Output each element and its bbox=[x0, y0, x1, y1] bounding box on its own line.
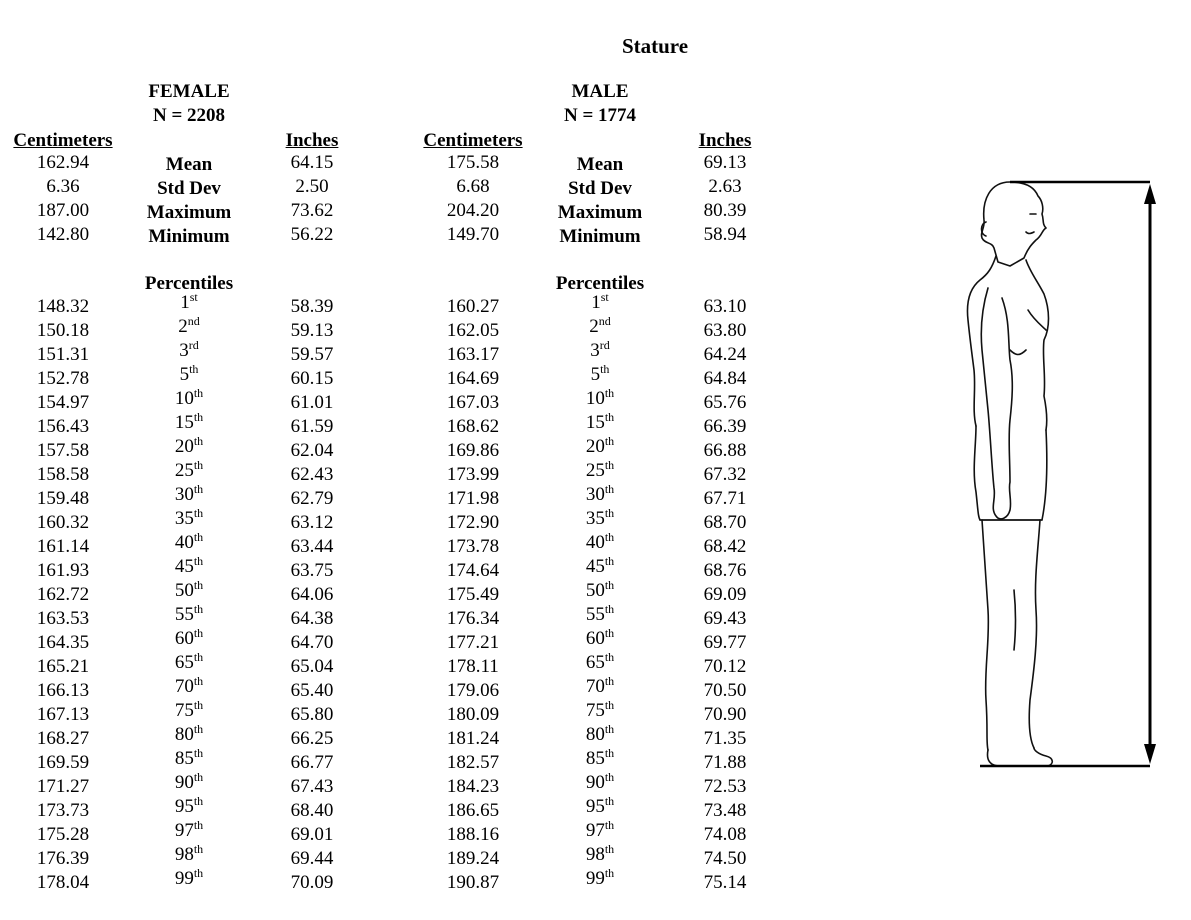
percentile-suffix: th bbox=[604, 794, 615, 808]
male-stat-in: 2.63 bbox=[708, 176, 742, 197]
percentile-suffix: th bbox=[193, 410, 204, 424]
percentile-suffix: th bbox=[604, 722, 615, 736]
male-percentile-cm: 181.24 bbox=[446, 728, 500, 749]
percentile-number: 25 bbox=[585, 460, 605, 481]
male-stat-cm: 149.70 bbox=[446, 224, 500, 245]
percentile-suffix: nd bbox=[187, 314, 200, 328]
female-percentile-in: 70.09 bbox=[290, 872, 334, 893]
male-percentile-label bbox=[530, 700, 670, 722]
percentile-number: 85 bbox=[174, 748, 194, 769]
female-percentile-in: 61.01 bbox=[290, 392, 334, 413]
male-percentile-label bbox=[530, 580, 670, 602]
percentile-suffix: th bbox=[193, 698, 204, 712]
male-percentile-in: 71.35 bbox=[703, 728, 747, 749]
male-percentile-label bbox=[530, 868, 670, 890]
percentile-suffix: th bbox=[193, 842, 204, 856]
female-percentile-label bbox=[119, 628, 259, 650]
female-stat-label: Minimum bbox=[148, 226, 230, 247]
female-percentile-cm: 163.53 bbox=[36, 608, 90, 629]
male-stat-in: 80.39 bbox=[703, 200, 747, 221]
female-percentile-label bbox=[119, 796, 259, 818]
male-percentile-cm: 175.49 bbox=[446, 584, 500, 605]
percentile-number: 1 bbox=[180, 292, 190, 313]
percentile-suffix: th bbox=[604, 578, 615, 592]
female-stat-in: 2.50 bbox=[295, 176, 329, 197]
female-percentile-in: 64.70 bbox=[290, 632, 334, 653]
female-percentile-in: 59.13 bbox=[290, 320, 334, 341]
male-percentile-in: 66.88 bbox=[703, 440, 747, 461]
percentile-suffix: th bbox=[193, 746, 204, 760]
male-percentile-cm: 167.03 bbox=[446, 392, 500, 413]
male-percentile-label bbox=[530, 724, 670, 746]
female-percentile-in: 58.39 bbox=[290, 296, 334, 317]
female-stat-label: Std Dev bbox=[157, 178, 221, 199]
female-percentile-cm: 175.28 bbox=[36, 824, 90, 845]
female-percentile-cm: 171.27 bbox=[36, 776, 90, 797]
percentile-number: 35 bbox=[585, 508, 605, 529]
percentile-number: 20 bbox=[174, 436, 194, 457]
female-percentile-in: 64.38 bbox=[290, 608, 334, 629]
percentile-number: 95 bbox=[174, 796, 194, 817]
female-percentile-cm: 151.31 bbox=[36, 344, 90, 365]
percentile-number: 98 bbox=[174, 844, 194, 865]
male-percentile-cm: 189.24 bbox=[446, 848, 500, 869]
male-percentile-label bbox=[530, 772, 670, 794]
percentile-number: 10 bbox=[174, 388, 194, 409]
male-percentile-in: 66.39 bbox=[703, 416, 747, 437]
female-stat-cm: 187.00 bbox=[36, 200, 90, 221]
female-stat-cm: 142.80 bbox=[36, 224, 90, 245]
female-percentile-cm: 150.18 bbox=[36, 320, 90, 341]
male-percentile-cm: 190.87 bbox=[446, 872, 500, 893]
percentile-suffix: th bbox=[604, 530, 615, 544]
percentile-suffix: th bbox=[193, 458, 204, 472]
male-percentile-in: 70.50 bbox=[703, 680, 747, 701]
male-percentile-cm: 169.86 bbox=[446, 440, 500, 461]
male-percentile-in: 72.53 bbox=[703, 776, 747, 797]
male-percentile-label bbox=[530, 844, 670, 866]
percentile-suffix: th bbox=[193, 770, 204, 784]
male-percentile-label bbox=[530, 388, 670, 410]
percentile-suffix: th bbox=[604, 770, 615, 784]
male-stat-label: Mean bbox=[576, 154, 624, 175]
female-percentile-cm: 161.14 bbox=[36, 536, 90, 557]
male-percentile-cm: 182.57 bbox=[446, 752, 500, 773]
percentile-suffix: th bbox=[193, 722, 204, 736]
male-percentile-label bbox=[530, 484, 670, 506]
female-percentile-cm: 152.78 bbox=[36, 368, 90, 389]
percentile-number: 40 bbox=[174, 532, 194, 553]
male-percentile-label bbox=[530, 340, 670, 362]
male-percentile-cm: 177.21 bbox=[446, 632, 500, 653]
male-percentile-in: 70.12 bbox=[703, 656, 747, 677]
percentile-suffix: th bbox=[604, 674, 615, 688]
female-percentile-label bbox=[119, 748, 259, 770]
male-percentile-cm: 180.09 bbox=[446, 704, 500, 725]
male-percentile-cm: 176.34 bbox=[446, 608, 500, 629]
female-percentile-in: 68.40 bbox=[290, 800, 334, 821]
male-stat-in: 69.13 bbox=[703, 152, 747, 173]
female-stat-in: 73.62 bbox=[290, 200, 334, 221]
female-percentile-cm: 158.58 bbox=[36, 464, 90, 485]
male-percentile-in: 69.43 bbox=[703, 608, 747, 629]
page-title: Stature bbox=[621, 34, 689, 58]
male-percentile-label bbox=[530, 556, 670, 578]
percentile-number: 45 bbox=[585, 556, 605, 577]
male-percentile-label bbox=[530, 748, 670, 770]
female-percentile-in: 61.59 bbox=[290, 416, 334, 437]
percentile-suffix: th bbox=[193, 578, 204, 592]
female-percentile-cm: 159.48 bbox=[36, 488, 90, 509]
percentile-number: 20 bbox=[585, 436, 605, 457]
percentile-number: 65 bbox=[174, 652, 194, 673]
percentile-number: 5 bbox=[179, 364, 190, 385]
male-percentile-cm: 174.64 bbox=[446, 560, 500, 581]
male-percentile-in: 65.76 bbox=[703, 392, 747, 413]
female-percentile-label bbox=[119, 724, 259, 746]
male-percentile-in: 68.76 bbox=[703, 560, 747, 581]
percentile-number: 30 bbox=[174, 484, 194, 505]
female-label: FEMALE bbox=[148, 81, 230, 102]
male-percentile-label bbox=[530, 676, 670, 698]
male-cm-header: Centimeters bbox=[423, 130, 523, 151]
percentile-suffix: th bbox=[604, 602, 615, 616]
percentile-number: 3 bbox=[179, 340, 189, 361]
female-percentile-label bbox=[119, 652, 259, 674]
male-percentile-cm: 160.27 bbox=[446, 296, 500, 317]
percentile-number: 95 bbox=[585, 796, 605, 817]
male-percentile-label bbox=[530, 604, 670, 626]
female-percentile-in: 63.75 bbox=[290, 560, 334, 581]
male-percentile-in: 67.71 bbox=[703, 488, 747, 509]
female-percentile-in: 64.06 bbox=[290, 584, 334, 605]
female-percentile-cm: 157.58 bbox=[36, 440, 90, 461]
percentile-suffix: th bbox=[193, 818, 204, 832]
male-stat-label: Minimum bbox=[559, 226, 641, 247]
female-percentile-cm: 154.97 bbox=[36, 392, 90, 413]
percentile-number: 45 bbox=[174, 556, 194, 577]
percentile-suffix: st bbox=[189, 290, 198, 304]
male-percentile-cm: 178.11 bbox=[447, 656, 499, 677]
female-percentile-label bbox=[119, 532, 259, 554]
percentile-number: 30 bbox=[585, 484, 605, 505]
percentile-suffix: th bbox=[604, 650, 615, 664]
percentile-suffix: th bbox=[193, 674, 204, 688]
male-percentile-label bbox=[530, 652, 670, 674]
male-percentile-in: 75.14 bbox=[703, 872, 747, 893]
female-percentile-cm: 173.73 bbox=[36, 800, 90, 821]
female-percentile-label bbox=[119, 844, 259, 866]
female-stat-in: 56.22 bbox=[290, 224, 334, 245]
female-percentile-label bbox=[119, 556, 259, 578]
female-percentile-cm: 156.43 bbox=[36, 416, 90, 437]
percentile-number: 3 bbox=[590, 340, 600, 361]
percentile-suffix: th bbox=[604, 458, 615, 472]
male-percentile-cm: 173.99 bbox=[446, 464, 500, 485]
female-percentile-in: 60.15 bbox=[290, 368, 334, 389]
female-percentile-in: 69.01 bbox=[290, 824, 334, 845]
male-percentile-in: 69.77 bbox=[703, 632, 747, 653]
male-stat-cm: 6.68 bbox=[456, 176, 490, 197]
percentile-suffix: th bbox=[604, 866, 615, 880]
female-percentile-label bbox=[119, 412, 259, 434]
percentile-suffix: th bbox=[193, 482, 204, 496]
male-stat-label: Maximum bbox=[557, 202, 643, 223]
male-percentile-label bbox=[530, 460, 670, 482]
female-percentile-cm: 168.27 bbox=[36, 728, 90, 749]
female-percentile-in: 67.43 bbox=[290, 776, 334, 797]
female-percentile-label bbox=[119, 868, 259, 890]
percentile-suffix: th bbox=[193, 866, 204, 880]
female-percentile-label bbox=[119, 820, 259, 842]
female-stat-cm: 6.36 bbox=[46, 176, 80, 197]
percentile-suffix: th bbox=[604, 746, 615, 760]
female-percentile-in: 59.57 bbox=[290, 344, 334, 365]
female-percentiles-label: Percentiles bbox=[144, 273, 234, 294]
percentile-suffix: th bbox=[604, 386, 615, 400]
male-percentile-label bbox=[530, 436, 670, 458]
male-percentile-label bbox=[530, 628, 670, 650]
percentile-number: 2 bbox=[589, 316, 599, 337]
percentile-number: 1 bbox=[591, 292, 601, 313]
female-stat-label: Mean bbox=[165, 154, 213, 175]
percentile-suffix: th bbox=[604, 482, 615, 496]
percentile-number: 80 bbox=[174, 724, 194, 745]
female-percentile-cm: 166.13 bbox=[36, 680, 90, 701]
male-percentile-in: 71.88 bbox=[703, 752, 747, 773]
female-percentile-in: 66.25 bbox=[290, 728, 334, 749]
male-percentile-label bbox=[530, 820, 670, 842]
percentile-number: 97 bbox=[174, 820, 194, 841]
female-stat-label: Maximum bbox=[146, 202, 232, 223]
percentile-suffix: th bbox=[604, 554, 615, 568]
male-percentile-in: 73.48 bbox=[703, 800, 747, 821]
male-stat-in: 58.94 bbox=[703, 224, 747, 245]
male-percentile-cm: 186.65 bbox=[446, 800, 500, 821]
male-percentile-in: 74.50 bbox=[703, 848, 747, 869]
female-stat-cm: 162.94 bbox=[36, 152, 90, 173]
percentile-suffix: th bbox=[604, 698, 615, 712]
percentile-number: 60 bbox=[585, 628, 605, 649]
female-percentile-cm: 165.21 bbox=[36, 656, 90, 677]
percentile-number: 40 bbox=[585, 532, 605, 553]
male-percentile-cm: 188.16 bbox=[446, 824, 500, 845]
female-percentile-label bbox=[119, 508, 259, 530]
male-stat-label: Std Dev bbox=[568, 178, 632, 199]
male-percentile-label bbox=[530, 532, 670, 554]
percentile-suffix: th bbox=[193, 386, 204, 400]
percentile-number: 35 bbox=[174, 508, 194, 529]
female-percentile-label bbox=[119, 460, 259, 482]
percentile-number: 55 bbox=[174, 604, 194, 625]
male-in-header: Inches bbox=[698, 130, 752, 151]
male-percentile-in: 64.84 bbox=[703, 368, 747, 389]
male-percentile-cm: 179.06 bbox=[446, 680, 500, 701]
female-percentile-label bbox=[119, 484, 259, 506]
male-percentile-in: 68.42 bbox=[703, 536, 747, 557]
percentile-number: 65 bbox=[585, 652, 605, 673]
percentile-number: 55 bbox=[585, 604, 605, 625]
female-in-header: Inches bbox=[285, 130, 339, 151]
percentile-suffix: th bbox=[193, 602, 204, 616]
percentile-number: 70 bbox=[174, 676, 194, 697]
percentile-suffix: th bbox=[604, 506, 615, 520]
percentile-suffix: th bbox=[193, 554, 204, 568]
male-percentile-cm: 163.17 bbox=[446, 344, 500, 365]
male-percentile-label bbox=[530, 292, 670, 314]
percentile-suffix: th bbox=[604, 842, 615, 856]
male-percentile-cm: 164.69 bbox=[446, 368, 500, 389]
percentile-number: 75 bbox=[585, 700, 605, 721]
female-stat-in: 64.15 bbox=[290, 152, 334, 173]
percentile-number: 97 bbox=[585, 820, 605, 841]
percentile-number: 99 bbox=[174, 868, 194, 889]
female-percentile-in: 63.44 bbox=[290, 536, 334, 557]
female-percentile-cm: 160.32 bbox=[36, 512, 90, 533]
male-percentiles-label: Percentiles bbox=[555, 273, 645, 294]
female-percentile-label bbox=[119, 436, 259, 458]
percentile-suffix: th bbox=[604, 818, 615, 832]
percentile-number: 90 bbox=[585, 772, 605, 793]
female-percentile-cm: 167.13 bbox=[36, 704, 90, 725]
female-percentile-label bbox=[119, 316, 259, 338]
male-stat-cm: 175.58 bbox=[446, 152, 500, 173]
female-percentile-cm: 164.35 bbox=[36, 632, 90, 653]
percentile-suffix: th bbox=[193, 650, 204, 664]
percentile-number: 25 bbox=[174, 460, 194, 481]
female-percentile-label bbox=[119, 676, 259, 698]
percentile-number: 15 bbox=[585, 412, 605, 433]
percentile-number: 15 bbox=[174, 412, 194, 433]
percentile-suffix: th bbox=[193, 626, 204, 640]
male-percentile-cm: 173.78 bbox=[446, 536, 500, 557]
male-percentile-in: 63.80 bbox=[703, 320, 747, 341]
female-sample-size: N = 2208 bbox=[152, 105, 226, 126]
female-percentile-in: 65.40 bbox=[290, 680, 334, 701]
male-percentile-label bbox=[530, 412, 670, 434]
female-percentile-in: 62.04 bbox=[290, 440, 334, 461]
percentile-number: 80 bbox=[585, 724, 605, 745]
female-percentile-cm: 176.39 bbox=[36, 848, 90, 869]
male-percentile-label bbox=[530, 316, 670, 338]
percentile-suffix: th bbox=[193, 530, 204, 544]
percentile-suffix: th bbox=[193, 506, 204, 520]
female-percentile-in: 66.77 bbox=[290, 752, 334, 773]
female-percentile-in: 62.43 bbox=[290, 464, 334, 485]
male-sample-size: N = 1774 bbox=[563, 105, 637, 126]
percentile-suffix: nd bbox=[598, 314, 611, 328]
male-percentile-label bbox=[530, 364, 670, 386]
female-percentile-cm: 161.93 bbox=[36, 560, 90, 581]
female-percentile-label bbox=[119, 580, 259, 602]
female-percentile-label bbox=[119, 388, 259, 410]
percentile-number: 60 bbox=[174, 628, 194, 649]
female-percentile-cm: 169.59 bbox=[36, 752, 90, 773]
male-stat-cm: 204.20 bbox=[446, 200, 500, 221]
male-percentile-cm: 172.90 bbox=[446, 512, 500, 533]
percentile-number: 70 bbox=[585, 676, 605, 697]
percentile-number: 75 bbox=[174, 700, 194, 721]
female-percentile-label bbox=[119, 292, 259, 314]
female-percentile-label bbox=[119, 772, 259, 794]
male-percentile-in: 67.32 bbox=[703, 464, 747, 485]
female-percentile-cm: 162.72 bbox=[36, 584, 90, 605]
female-percentile-label bbox=[119, 604, 259, 626]
percentile-number: 90 bbox=[174, 772, 194, 793]
percentile-suffix: rd bbox=[188, 338, 199, 352]
female-percentile-label bbox=[119, 340, 259, 362]
percentile-number: 85 bbox=[585, 748, 605, 769]
male-label: MALE bbox=[571, 81, 629, 102]
female-percentile-cm: 148.32 bbox=[36, 296, 90, 317]
male-percentile-in: 74.08 bbox=[703, 824, 747, 845]
female-percentile-in: 63.12 bbox=[290, 512, 334, 533]
male-percentile-cm: 168.62 bbox=[446, 416, 500, 437]
percentile-number: 5 bbox=[590, 364, 601, 385]
percentile-number: 50 bbox=[174, 580, 194, 601]
male-percentile-label bbox=[530, 796, 670, 818]
male-percentile-cm: 162.05 bbox=[446, 320, 500, 341]
percentile-suffix: th bbox=[600, 362, 610, 376]
percentile-suffix: th bbox=[189, 362, 199, 376]
female-cm-header: Centimeters bbox=[13, 130, 113, 151]
female-percentile-in: 62.79 bbox=[290, 488, 334, 509]
percentile-suffix: th bbox=[604, 410, 615, 424]
female-percentile-label bbox=[119, 700, 259, 722]
percentile-number: 50 bbox=[585, 580, 605, 601]
percentile-number: 99 bbox=[585, 868, 605, 889]
male-percentile-in: 63.10 bbox=[703, 296, 747, 317]
male-percentile-cm: 184.23 bbox=[446, 776, 500, 797]
percentile-number: 98 bbox=[585, 844, 605, 865]
percentile-suffix: th bbox=[193, 794, 204, 808]
female-percentile-in: 69.44 bbox=[290, 848, 334, 869]
male-percentile-in: 70.90 bbox=[703, 704, 747, 725]
male-percentile-in: 69.09 bbox=[703, 584, 747, 605]
female-percentile-cm: 178.04 bbox=[36, 872, 90, 893]
percentile-number: 2 bbox=[178, 316, 188, 337]
percentile-suffix: st bbox=[600, 290, 609, 304]
percentile-suffix: th bbox=[604, 434, 615, 448]
percentile-suffix: rd bbox=[599, 338, 610, 352]
male-percentile-in: 68.70 bbox=[703, 512, 747, 533]
standing-human-side-view-icon bbox=[930, 170, 1170, 780]
female-percentile-label bbox=[119, 364, 259, 386]
male-percentile-cm: 171.98 bbox=[446, 488, 500, 509]
percentile-suffix: th bbox=[604, 626, 615, 640]
percentile-suffix: th bbox=[193, 434, 204, 448]
percentile-number: 10 bbox=[585, 388, 605, 409]
male-percentile-in: 64.24 bbox=[703, 344, 747, 365]
male-percentile-label bbox=[530, 508, 670, 530]
female-percentile-in: 65.04 bbox=[290, 656, 334, 677]
female-percentile-in: 65.80 bbox=[290, 704, 334, 725]
